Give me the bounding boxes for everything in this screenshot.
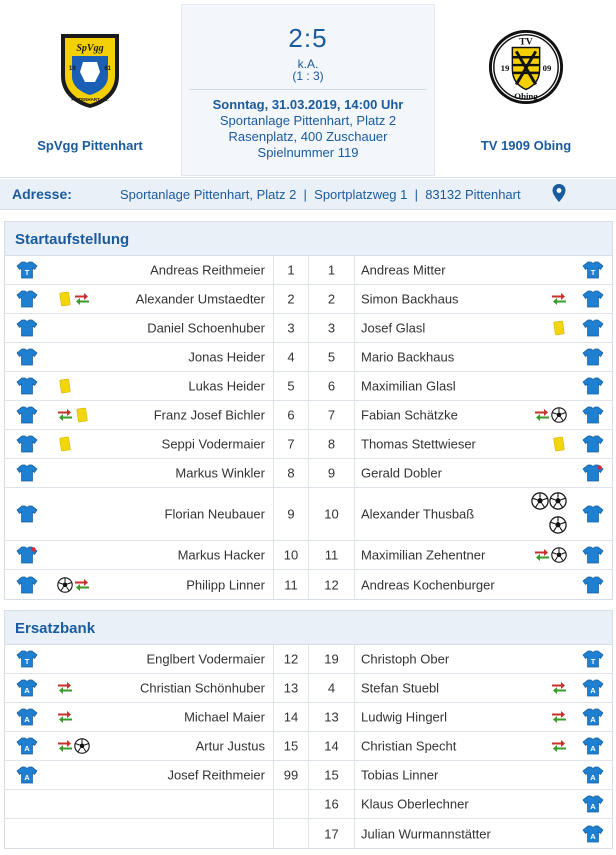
home-player-name[interactable]: Englbert Vodermaier (146, 651, 265, 667)
home-jersey-icon (16, 348, 38, 366)
home-jersey-icon (16, 505, 38, 523)
home-player-name[interactable]: Michael Maier (184, 709, 265, 725)
away-shirt-number: 6 (327, 378, 336, 394)
svg-text:SpVgg: SpVgg (76, 43, 104, 54)
address-value[interactable]: Sportanlage Pittenhart, Platz 2 | Sportplatzweg 1 | 83132 Pittenhart (120, 187, 521, 202)
away-shirt-number: 12 (324, 577, 339, 592)
away-shirt-number: 3 (327, 320, 336, 336)
away-shirt-number: 17 (324, 826, 339, 841)
home-shirt-number: 10 (283, 547, 299, 563)
home-events (57, 709, 73, 725)
svg-text:19: 19 (500, 62, 510, 73)
svg-text:A: A (589, 802, 596, 811)
away-team-logo (487, 28, 565, 106)
lineup-row (5, 343, 612, 372)
home-player-name[interactable]: Philipp Linner (186, 577, 265, 592)
home-shirt-number: 99 (283, 767, 299, 783)
home-jersey-icon (16, 464, 38, 482)
away-jersey-icon (582, 290, 604, 308)
home-team-logo (55, 30, 125, 110)
away-shirt-number: 8 (327, 436, 336, 452)
away-player-name[interactable]: Julian Wurmannstätter (361, 826, 491, 841)
lineup-row (5, 256, 612, 285)
svg-text:A: A (24, 744, 30, 753)
away-player-name[interactable]: Klaus Oberlechner (361, 796, 469, 812)
home-player-name[interactable]: Christian Schönhuber (139, 680, 265, 696)
match-details (182, 97, 434, 161)
home-shirt-number: 8 (287, 465, 295, 481)
away-jersey-icon (582, 708, 604, 726)
home-shirt-number: 4 (287, 349, 295, 365)
away-shirt-number: 2 (327, 291, 336, 307)
bench-row (5, 645, 612, 674)
starting-lineup (4, 221, 613, 600)
referee-text: k.A. (297, 57, 319, 71)
home-events (57, 738, 90, 754)
home-jersey-icon (16, 319, 38, 337)
lineup-title: Startaufstellung (5, 222, 612, 256)
address-label: Adresse: (12, 186, 72, 202)
home-player-name[interactable]: Markus Winkler (175, 465, 265, 481)
home-jersey-icon (16, 435, 38, 453)
away-player-name[interactable]: Simon Backhaus (361, 291, 459, 307)
away-jersey-icon (582, 348, 604, 366)
home-shirt-number: 11 (284, 577, 298, 592)
home-jersey-icon (16, 737, 38, 755)
bench-row (5, 732, 612, 761)
away-shirt-number: 16 (324, 796, 339, 812)
home-player-name[interactable]: Lukas Heider (188, 378, 265, 394)
away-shirt-number: 10 (324, 506, 339, 522)
goals-icon (529, 492, 569, 538)
lineup-row (5, 372, 612, 401)
home-events (57, 407, 90, 423)
away-shirt-number: 9 (327, 465, 336, 481)
away-player-name[interactable]: Stefan Stuebl (361, 680, 440, 696)
away-events (551, 680, 567, 696)
away-player-name[interactable]: Tobias Linner (361, 767, 439, 783)
lineup-row (5, 401, 612, 430)
match-date: Sonntag, 31.03.2019, 14:00 Uhr (212, 97, 404, 112)
away-shirt-number: 4 (327, 680, 336, 696)
away-player-name[interactable]: Andreas Mitter (361, 262, 446, 278)
away-player-name[interactable]: Mario Backhaus (361, 349, 455, 365)
home-shirt-number: 13 (283, 680, 299, 696)
home-jersey-icon (16, 546, 38, 564)
home-shirt-number: 5 (287, 378, 295, 394)
away-jersey-icon (582, 576, 604, 594)
svg-text:A: A (589, 715, 596, 724)
home-jersey-icon (16, 377, 38, 395)
away-jersey-icon (582, 546, 604, 564)
svg-text:TV: TV (519, 36, 533, 48)
home-jersey-icon (16, 406, 38, 424)
away-team[interactable] (436, 0, 616, 178)
bench-row (5, 674, 612, 703)
lineup-row (5, 285, 612, 314)
home-player-name[interactable]: Franz Josef Bichler (153, 407, 265, 423)
home-team-name[interactable]: SpVgg Pittenhart (37, 138, 143, 153)
home-jersey-icon (16, 766, 38, 784)
home-shirt-number: 15 (283, 738, 299, 754)
away-events (551, 738, 567, 754)
lineup-row (5, 459, 612, 488)
svg-text:09: 09 (542, 62, 552, 73)
away-player-name[interactable]: Fabian Schätzke (361, 407, 458, 423)
away-player-name[interactable]: Maximilian Glasl (361, 378, 456, 394)
home-jersey-icon (16, 650, 38, 668)
away-player-name[interactable]: Christian Specht (361, 738, 457, 754)
address-bar (0, 179, 616, 210)
away-jersey-icon (582, 650, 604, 668)
away-events (551, 320, 567, 336)
away-shirt-number: 15 (324, 767, 339, 783)
svg-text:T: T (24, 657, 30, 666)
away-jersey-icon (582, 406, 604, 424)
match-number: Spielnummer 119 (257, 145, 359, 160)
away-jersey-icon (582, 795, 604, 813)
home-player-name[interactable]: Daniel Schoenhuber (147, 320, 265, 336)
away-shirt-number: 14 (324, 738, 339, 754)
away-jersey-icon (582, 825, 604, 843)
away-shirt-number: 7 (327, 407, 336, 423)
match-header (0, 0, 616, 178)
home-jersey-icon (16, 679, 38, 697)
away-team-name[interactable]: TV 1909 Obing (480, 138, 572, 153)
away-jersey-icon (582, 766, 604, 784)
home-events (57, 680, 73, 696)
away-shirt-number: 13 (324, 709, 339, 725)
bench-row (5, 761, 612, 790)
svg-text:A: A (24, 715, 30, 724)
away-jersey-icon (582, 679, 604, 697)
away-shirt-number: 1 (327, 262, 336, 278)
away-player-name[interactable]: Andreas Kochenburger (361, 577, 495, 592)
bench-title: Ersatzbank (5, 611, 612, 645)
svg-text:19: 19 (69, 66, 76, 72)
away-player-name[interactable]: Maximilian Zehentner (361, 547, 486, 563)
lineup-row (5, 314, 612, 343)
svg-text:A: A (589, 744, 596, 753)
svg-text:PITTENHART e.V.: PITTENHART e.V. (71, 97, 109, 102)
home-shirt-number: 14 (283, 709, 299, 725)
home-team[interactable] (0, 0, 180, 178)
home-events (57, 577, 90, 593)
lineup-row (5, 488, 612, 541)
svg-text:61: 61 (104, 66, 111, 72)
home-events (57, 378, 73, 394)
away-events (534, 407, 567, 423)
home-shirt-number: 6 (287, 407, 295, 423)
svg-text:A: A (589, 831, 596, 841)
home-shirt-number: 7 (287, 436, 295, 452)
lineup-row (5, 570, 612, 599)
away-player-name[interactable]: Alexander Thusbaß (361, 506, 475, 522)
home-jersey-icon (16, 576, 38, 594)
home-jersey-icon (16, 261, 38, 279)
lineup-row (5, 541, 612, 570)
away-events (534, 547, 567, 563)
lineup-row (5, 430, 612, 459)
away-shirt-number: 5 (327, 349, 336, 365)
away-events (551, 291, 567, 307)
away-player-name[interactable]: Ludwig Hingerl (361, 709, 447, 725)
away-jersey-icon (582, 261, 604, 279)
svg-text:Obing: Obing (514, 91, 538, 102)
home-player-name[interactable]: Andreas Reithmeier (150, 262, 265, 278)
info-divider (190, 89, 426, 90)
svg-text:A: A (589, 773, 596, 782)
bench-row (5, 819, 612, 848)
svg-text:T: T (590, 268, 595, 277)
home-events (57, 436, 73, 452)
home-jersey-icon (16, 290, 38, 308)
bench-row (5, 790, 612, 819)
away-player-name[interactable]: Thomas Stettwieser (361, 436, 476, 452)
bench-row (5, 703, 612, 732)
svg-text:A: A (589, 686, 596, 695)
home-shirt-number: 9 (287, 506, 295, 522)
svg-text:A: A (24, 686, 30, 695)
venue: Sportanlage Pittenhart, Platz 2 (219, 113, 397, 128)
away-player-name[interactable]: Josef Glasl (361, 320, 426, 336)
home-shirt-number: 3 (287, 320, 295, 336)
away-jersey-icon (582, 737, 604, 755)
svg-text:T: T (590, 657, 595, 666)
away-player-name[interactable]: Christoph Ober (361, 651, 450, 667)
home-shirt-number: 1 (287, 262, 295, 278)
home-events (57, 291, 90, 307)
match-info (181, 4, 435, 176)
map-pin-icon[interactable] (552, 184, 566, 202)
home-shirt-number: 2 (287, 291, 295, 307)
away-jersey-icon (582, 505, 604, 523)
home-shirt-number: 12 (283, 651, 299, 667)
away-jersey-icon (582, 435, 604, 453)
score: 2:5 (288, 23, 328, 53)
halftime-score: (1 : 3) (292, 69, 324, 83)
home-player-name[interactable]: Alexander Umstaedter (135, 291, 265, 307)
away-shirt-number: 19 (324, 651, 339, 667)
away-jersey-icon (582, 464, 604, 482)
home-player-name[interactable]: Seppi Vodermaier (161, 436, 265, 452)
away-shirt-number: 11 (324, 547, 339, 563)
home-player-name[interactable]: Jonas Heider (188, 349, 265, 365)
away-events (551, 709, 567, 725)
away-player-name[interactable]: Gerald Dobler (361, 465, 442, 481)
svg-text:T: T (24, 268, 30, 277)
home-player-name[interactable]: Florian Neubauer (164, 506, 265, 522)
home-jersey-icon (16, 708, 38, 726)
svg-text:A: A (24, 773, 30, 782)
pitch-info: Rasenplatz, 400 Zuschauer (228, 129, 388, 144)
home-player-name[interactable]: Josef Reithmeier (167, 767, 265, 783)
bench (4, 610, 613, 849)
away-jersey-icon (582, 377, 604, 395)
home-player-name[interactable]: Markus Hacker (177, 547, 265, 563)
away-events (551, 436, 567, 452)
home-player-name[interactable]: Artur Justus (195, 738, 265, 754)
away-jersey-icon (582, 319, 604, 337)
